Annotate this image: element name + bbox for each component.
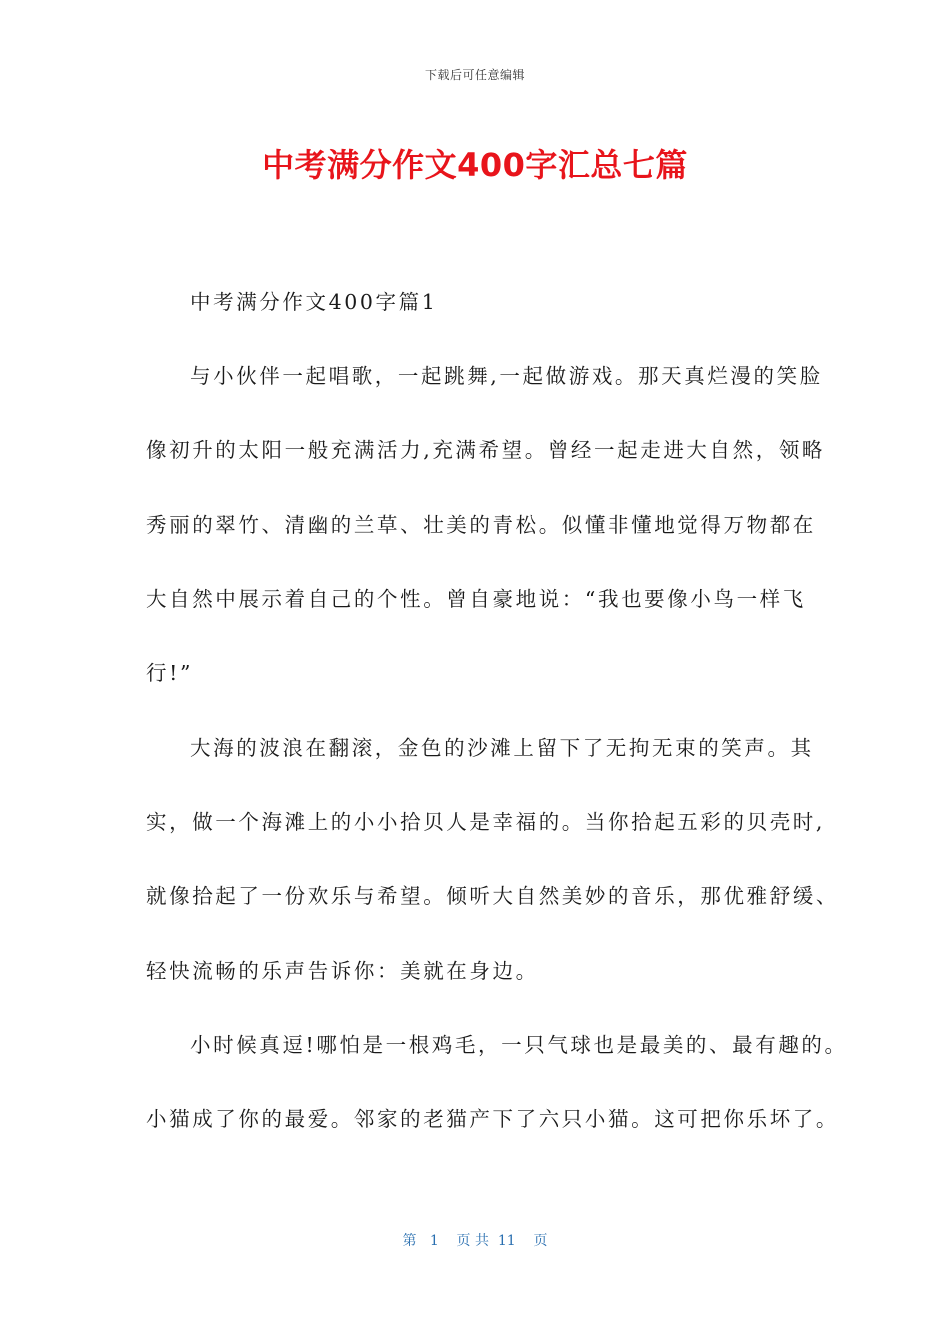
paragraph-line: 轻快流畅的乐声告诉你：美就在身边。 (146, 959, 539, 983)
paragraph-line: 与小伙伴一起唱歌，一起跳舞,一起做游戏。那天真烂漫的笑脸 (190, 364, 823, 388)
paragraph-line: 行!” (146, 661, 194, 685)
paragraph-line: 秀丽的翠竹、清幽的兰草、壮美的青松。似懂非懂地觉得万物都在 (146, 513, 816, 537)
paragraph-line: 小猫成了你的最爱。邻家的老猫产下了六只小猫。这可把你乐坏了。 (146, 1107, 839, 1131)
header-note: 下载后可任意编辑 (424, 68, 525, 82)
paragraph-line: 大海的波浪在翻滚，金色的沙滩上留下了无拘无束的笑声。其 (190, 736, 814, 760)
page-footer: 第 1 页 共 11 页 (402, 1233, 548, 1249)
paragraph-line: 就像拾起了一份欢乐与希望。倾听大自然美妙的音乐，那优雅舒缓、 (146, 884, 839, 908)
paragraph-line: 实，做一个海滩上的小小拾贝人是幸福的。当你拾起五彩的贝壳时, (146, 810, 826, 834)
paragraph-line: 像初升的太阳一般充满活力,充满希望。曾经一起走进大自然，领略 (146, 438, 826, 462)
paragraph-line: 小时候真逗!哪怕是一根鸡毛，一只气球也是最美的、最有趣的。 (190, 1033, 848, 1057)
section-heading: 中考满分作文400字篇1 (190, 290, 438, 314)
paragraph-line: 大自然中展示着自己的个性。曾自豪地说：“我也要像小鸟一样飞 (146, 587, 806, 611)
document-title: 中考满分作文400字汇总七篇 (262, 146, 688, 184)
